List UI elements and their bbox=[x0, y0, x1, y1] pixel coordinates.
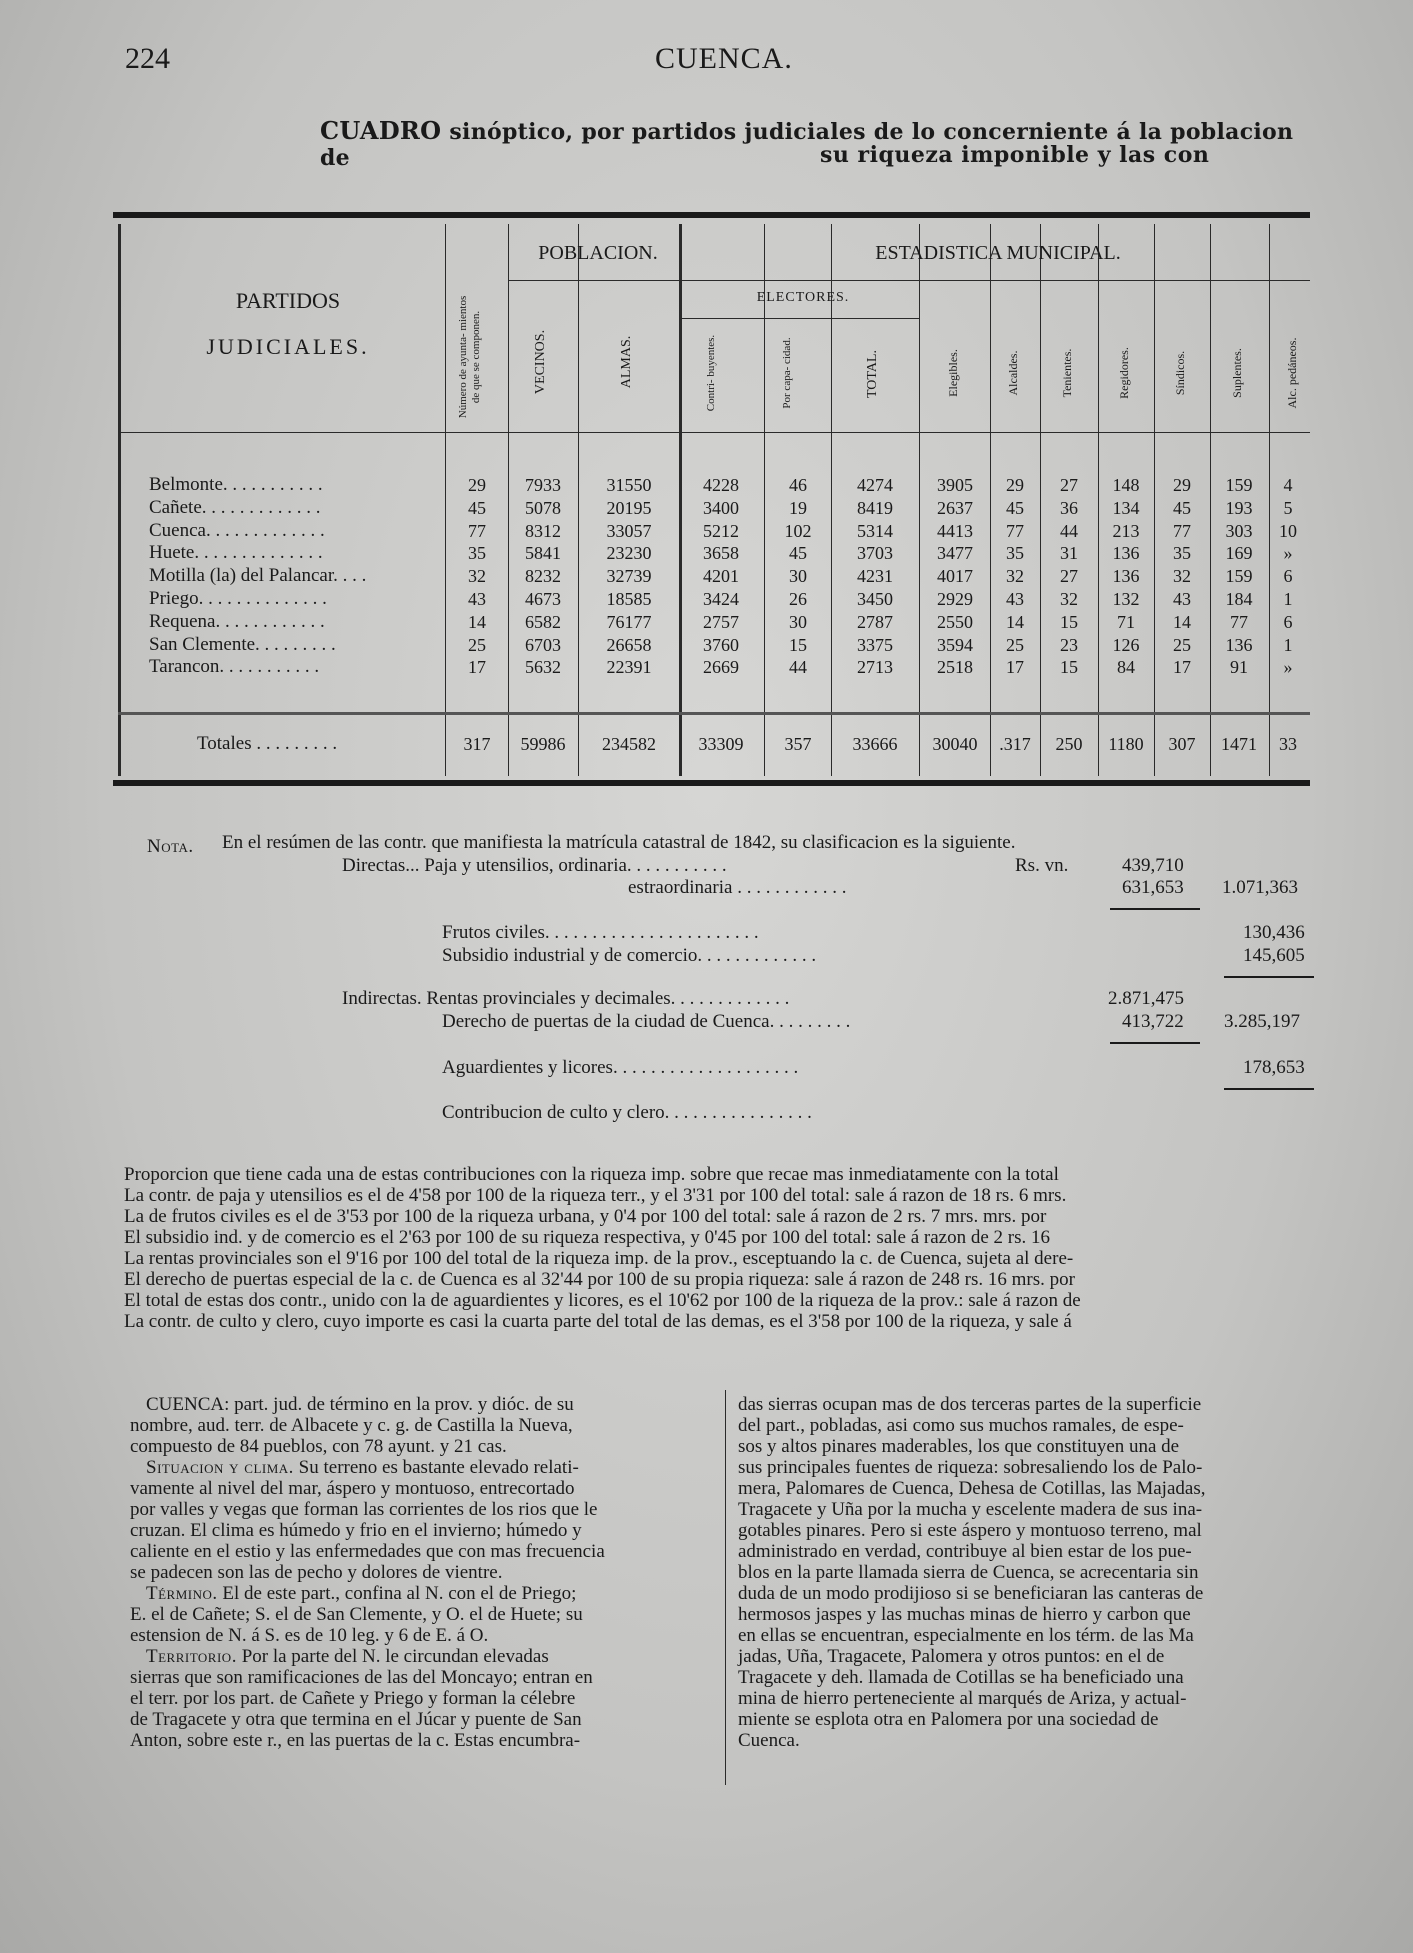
line-text: sierras que son ramificaciones de las del Moncayo; entran en bbox=[130, 1667, 593, 1688]
head-regidores: Regidores. bbox=[1117, 347, 1131, 399]
table-row-cell: 19 bbox=[789, 497, 807, 518]
prop-line: La de frutos civiles es el de 3'53 por 100 de la riqueza urbana, y 0'4 por 100 del total: sale á razon de 2 rs. 7 mrs. mrs. por bbox=[124, 1206, 1047, 1227]
table-row-cell: 20195 bbox=[606, 497, 652, 518]
prop-line: El subsidio ind. y de comercio es el 2'63 por 100 de su riqueza respectiva, y 0'45 por 100 del total: sale á razon de 2 rs. 16 bbox=[124, 1227, 1050, 1248]
nota-estraordinaria-val: 631,653 bbox=[1122, 877, 1184, 898]
table-row-cell: 30 bbox=[789, 611, 807, 632]
table-row-cell: 22391 bbox=[606, 657, 652, 678]
left-column-line bbox=[130, 1500, 715, 1521]
table-row-cell: 35 bbox=[1173, 543, 1191, 564]
table-row-name: San Clemente. . . . . . . . . bbox=[149, 633, 336, 655]
table-row-cell: 25 bbox=[468, 634, 486, 655]
table-row-cell: 4231 bbox=[857, 566, 893, 587]
table-row-cell: 77 bbox=[1006, 520, 1024, 541]
right-column-line: Tragacete y deh. llamada de Cotillas se ha beneficiado una bbox=[738, 1667, 1184, 1688]
line-text: El de este part., confina al N. con el de Priego; bbox=[217, 1583, 577, 1604]
head-capacidad: Por capa- cidad. bbox=[781, 337, 793, 409]
head-num-ayunt: Número de ayunta- mientos de que se componen. bbox=[457, 295, 482, 419]
totals-cell: 307 bbox=[1168, 734, 1196, 754]
table-row-cell: 136 bbox=[1112, 566, 1140, 587]
totals-cell: 33666 bbox=[852, 734, 898, 754]
head-partidos-2: JUDICIALES. bbox=[206, 334, 370, 359]
table-row-cell: 25 bbox=[1173, 634, 1191, 655]
table-row-cell: 31550 bbox=[606, 475, 652, 495]
table-row-cell: 2669 bbox=[703, 657, 739, 678]
nota-subsidio: Subsidio industrial y de comercio. . . . . . . . . . . . . bbox=[442, 945, 817, 966]
table-row-cell: 43 bbox=[468, 589, 486, 609]
line-text: se padecen son las de pecho y dolores de vientre. bbox=[130, 1562, 503, 1583]
table-row-cell: 5212 bbox=[703, 520, 739, 541]
table-row-cell: 29 bbox=[1006, 475, 1024, 495]
totals-cell: 234582 bbox=[602, 734, 656, 754]
line-text: Su terreno es bastante elevado relati- bbox=[293, 1457, 579, 1478]
table-row-cell: 3594 bbox=[937, 634, 973, 655]
totals-cell: 33309 bbox=[698, 734, 744, 754]
totals-cell: 33 bbox=[1279, 734, 1297, 754]
table-row-cell: 8419 bbox=[857, 497, 893, 518]
head-elegibles: Elegibles. bbox=[946, 349, 960, 397]
line-text: E. el de Cañete; S. el de San Clemente, y O. el de Huete; su bbox=[130, 1604, 583, 1625]
right-column-line: Cuenca. bbox=[738, 1730, 800, 1751]
left-column-line bbox=[130, 1647, 715, 1668]
line-text: Por la parte del N. le circundan elevadas bbox=[236, 1646, 549, 1667]
table-row-cell: 4017 bbox=[937, 566, 973, 587]
table-row-cell: 27 bbox=[1060, 566, 1078, 587]
section-heading: Situacion y clima. bbox=[146, 1457, 294, 1478]
table-row-cell: 3703 bbox=[857, 543, 893, 564]
left-column-line bbox=[130, 1416, 715, 1437]
nota-subsidio-val: 145,605 bbox=[1243, 945, 1305, 966]
table-row-cell: 3424 bbox=[703, 589, 739, 609]
table-row-cell: 30 bbox=[789, 566, 807, 587]
table-row-cell: 4274 bbox=[857, 475, 893, 495]
table-row-cell: 5 bbox=[1283, 497, 1293, 518]
table-row-cell: 126 bbox=[1112, 634, 1140, 655]
table-row-cell: 7933 bbox=[525, 475, 561, 495]
head-alc-pedaneos: Alc. pedáneos. bbox=[1285, 337, 1299, 409]
left-column bbox=[130, 1395, 715, 1752]
nota-indirectas: Indirectas. Rentas provinciales y decimales. . . . . . . . . . . . . bbox=[342, 988, 790, 1009]
table-row-name: Tarancon. . . . . . . . . . . bbox=[149, 656, 320, 678]
table-row-cell: 5314 bbox=[857, 520, 893, 541]
table-row-cell: 43 bbox=[1173, 589, 1191, 609]
nota-aguardientes-val: 178,653 bbox=[1243, 1057, 1305, 1078]
section-heading: Término. bbox=[146, 1583, 218, 1604]
table-row-cell: 5078 bbox=[525, 497, 561, 518]
table-row-name: Priego. . . . . . . . . . . . . . bbox=[149, 588, 327, 609]
table-row-cell: 46 bbox=[789, 475, 807, 495]
table-row-cell: 4 bbox=[1283, 475, 1293, 495]
table-row-cell: 25 bbox=[1006, 634, 1024, 655]
table-row-cell: 3658 bbox=[703, 543, 739, 564]
totals-cell: 250 bbox=[1055, 734, 1083, 754]
table-row-cell: 3477 bbox=[937, 543, 973, 564]
table-row-cell: 159 bbox=[1225, 475, 1253, 495]
right-column-line: mera, Palomares de Cuenca, Dehesa de Cotillas, las Majadas, bbox=[738, 1478, 1206, 1499]
table-row-cell: 14 bbox=[468, 611, 486, 632]
table-row-cell: 4413 bbox=[937, 520, 973, 541]
nota-aguardientes: Aguardientes y licores. . . . . . . . . . . . . . . . . . . . bbox=[442, 1057, 799, 1078]
totals-name: Totales . . . . . . . . . bbox=[197, 733, 338, 754]
table-row-name: Cañete. . . . . . . . . . . . . bbox=[149, 496, 321, 518]
table-row-cell: 32 bbox=[1173, 566, 1191, 587]
table-row-cell: 45 bbox=[1173, 497, 1191, 518]
nota-derecho: Derecho de puertas de la ciudad de Cuenca. . . . . . . . . bbox=[442, 1011, 851, 1032]
table-row-cell: 27 bbox=[1060, 475, 1078, 495]
table-row-name: Motilla (la) del Palancar. . . . bbox=[149, 565, 367, 587]
page-header bbox=[125, 42, 1305, 82]
totals-rule bbox=[118, 712, 1310, 715]
line-text: cruzan. El clima es húmedo y frio en el invierno; húmedo y bbox=[130, 1520, 582, 1541]
table-row-cell: 35 bbox=[468, 543, 486, 564]
table-row-cell: 23 bbox=[1060, 634, 1078, 655]
sum-rule bbox=[1224, 1088, 1314, 1090]
line-text: compuesto de 84 pueblos, con 78 ayunt. y 21 cas. bbox=[130, 1436, 507, 1457]
right-column-line: sos y altos pinares maderables, los que constituyen una de bbox=[738, 1436, 1180, 1457]
right-column-line: blos en la parte llamada sierra de Cuenca, se acrecentaria sin bbox=[738, 1562, 1199, 1583]
table-row-cell: » bbox=[1283, 543, 1293, 564]
line-text: el terr. por los part. de Cañete y Priego y forman la célebre bbox=[130, 1688, 576, 1709]
table-row-cell: 3375 bbox=[857, 634, 893, 655]
table-row-cell: 29 bbox=[1173, 475, 1191, 495]
table-row-cell: 2518 bbox=[937, 657, 973, 678]
left-column-line bbox=[130, 1668, 715, 1689]
table-row-cell: 4228 bbox=[703, 475, 739, 495]
table-row-cell: 32739 bbox=[606, 566, 652, 587]
table-row-cell: 15 bbox=[1060, 657, 1078, 678]
prop-line: La contr. de paja y utensilios es el de 4'58 por 100 de la riqueza terr., y el 3'31 por 100 del total: sale á razon de 18 rs. 6 mrs. bbox=[124, 1185, 1067, 1206]
head-partidos-1: PARTIDOS bbox=[235, 288, 341, 313]
prop-line: El total de estas dos contr., unido con la de aguardientes y licores, es el 10'62 por 100 de la riqueza de la prov.: sale á razon de bbox=[124, 1290, 1081, 1311]
nota-culto: Contribucion de culto y clero. . . . . . . . . . . . . . . . bbox=[442, 1102, 812, 1123]
table-row-cell: 2713 bbox=[857, 657, 893, 678]
nota-label: Nota. bbox=[147, 836, 194, 857]
head-poblacion: POBLACION. bbox=[538, 242, 658, 264]
table-row-cell: 102 bbox=[784, 520, 812, 541]
left-column-line bbox=[130, 1521, 715, 1542]
column-separator bbox=[725, 1390, 726, 1785]
table-row-cell: 5841 bbox=[525, 543, 561, 564]
poblacion-brace bbox=[508, 280, 679, 281]
table-row-cell: 15 bbox=[1060, 611, 1078, 632]
nota-estraordinaria: estraordinaria . . . . . . . . . . . . bbox=[628, 877, 847, 898]
left-column-line bbox=[130, 1710, 715, 1731]
sum-rule bbox=[1110, 1042, 1200, 1044]
nota-intro: En el resúmen de las contr. que manifiesta la matrícula catastral de 1842, su clasificacion es la siguiente. bbox=[222, 832, 1016, 853]
table-row-cell: 3450 bbox=[857, 589, 893, 609]
totals-cell: 1180 bbox=[1108, 734, 1144, 754]
table-row-name: Requena. . . . . . . . . . . . bbox=[149, 610, 325, 632]
table-row-cell: 29 bbox=[468, 475, 486, 495]
left-column-line bbox=[130, 1626, 715, 1647]
table-row-cell: » bbox=[1283, 657, 1293, 678]
table-row-cell: 6 bbox=[1283, 566, 1293, 587]
table-row-name: Cuenca. . . . . . . . . . . . . bbox=[149, 519, 325, 541]
table-row-cell: 184 bbox=[1225, 589, 1253, 609]
line-text: vamente al nivel del mar, áspero y montuoso, entrecortado bbox=[130, 1478, 575, 1499]
nota-directas-total: 1.071,363 bbox=[1222, 877, 1298, 898]
table-row-cell: 1 bbox=[1283, 634, 1293, 655]
table-row-cell: 136 bbox=[1112, 543, 1140, 564]
sum-rule bbox=[1110, 908, 1200, 910]
table-row-cell: 32 bbox=[468, 566, 486, 587]
left-column-line bbox=[130, 1584, 715, 1605]
table-row-cell: 2637 bbox=[937, 497, 973, 518]
table-row-cell: 213 bbox=[1112, 520, 1140, 541]
right-column-line: jadas, Uña, Tragacete, Palomera y otros puntos: en el de bbox=[738, 1646, 1165, 1667]
table-row-cell: 91 bbox=[1230, 657, 1248, 678]
table-row-cell: 77 bbox=[1230, 611, 1248, 632]
nota-derecho-val: 413,722 bbox=[1122, 1011, 1184, 1032]
left-column-line bbox=[130, 1458, 715, 1479]
left-column-line bbox=[130, 1605, 715, 1626]
table-row-cell: 10 bbox=[1279, 520, 1297, 541]
table-row-cell: 44 bbox=[1060, 520, 1078, 541]
table-row-cell: 14 bbox=[1006, 611, 1024, 632]
totals-cell: 59986 bbox=[520, 734, 566, 754]
table-row-cell: 35 bbox=[1006, 543, 1024, 564]
nota-indirectas-total: 3.285,197 bbox=[1224, 1011, 1300, 1032]
table-row-cell: 136 bbox=[1225, 634, 1253, 655]
table-row-name: Belmonte. . . . . . . . . . . bbox=[149, 474, 323, 495]
table-row-cell: 303 bbox=[1225, 520, 1253, 541]
table-row-cell: 17 bbox=[468, 657, 486, 678]
table-row-cell: 2929 bbox=[937, 589, 973, 609]
head-vecinos: VECINOS. bbox=[533, 329, 548, 395]
table-row-cell: 32 bbox=[1006, 566, 1024, 587]
left-column-line bbox=[130, 1542, 715, 1563]
head-tenientes: Tenientes. bbox=[1060, 348, 1074, 398]
right-column-line: miente se esplota otra en Palomera por una sociedad de bbox=[738, 1709, 1159, 1730]
head-suplentes: Suplentes. bbox=[1230, 348, 1244, 398]
table-row-cell: 36 bbox=[1060, 497, 1078, 518]
nota-rsvn: Rs. vn. bbox=[1015, 855, 1069, 876]
table-row-cell: 31 bbox=[1060, 543, 1078, 564]
table-bottom-rule bbox=[113, 780, 1310, 786]
page-number: 224 bbox=[125, 42, 170, 75]
right-column-line: hermosos jaspes y las muchas minas de hierro y carbon que bbox=[738, 1604, 1191, 1625]
table-row-cell: 3905 bbox=[937, 475, 973, 495]
table-row-cell: 84 bbox=[1117, 657, 1135, 678]
nota-rentas-val: 2.871,475 bbox=[1108, 988, 1184, 1009]
table-row-cell: 6 bbox=[1283, 611, 1293, 632]
table-row-cell: 169 bbox=[1225, 543, 1253, 564]
left-column-line bbox=[130, 1689, 715, 1710]
line-text: CUENCA: part. jud. de término en la prov. y dióc. de su bbox=[146, 1394, 574, 1415]
prop-line: El derecho de puertas especial de la c. de Cuenca es al 32'44 por 100 de su propia riqueza: sale á razon de 248 rs. 16 mrs. por bbox=[124, 1269, 1075, 1290]
table-row-cell: 8232 bbox=[525, 566, 561, 587]
table-row-cell: 159 bbox=[1225, 566, 1253, 587]
left-column-line bbox=[130, 1563, 715, 1584]
table-row-cell: 77 bbox=[468, 520, 486, 541]
table-row-cell: 3760 bbox=[703, 634, 739, 655]
table-row-cell: 193 bbox=[1225, 497, 1253, 518]
head-contribuyentes: Contri- buyentes. bbox=[705, 334, 717, 412]
right-column bbox=[738, 1395, 1323, 1752]
line-text: nombre, aud. terr. de Albacete y c. g. de Castilla la Nueva, bbox=[130, 1415, 573, 1436]
table-row-cell: 76177 bbox=[606, 611, 652, 632]
table-row-cell: 23230 bbox=[606, 543, 652, 564]
table-row-cell: 77 bbox=[1173, 520, 1191, 541]
table-row-cell: 26 bbox=[789, 589, 807, 609]
right-column-line: sus principales fuentes de riqueza: sobresaliendo los de Palo- bbox=[738, 1457, 1203, 1478]
table-top-rule bbox=[113, 212, 1310, 218]
header-rule bbox=[118, 432, 1310, 433]
totals-cell: 317 bbox=[463, 734, 491, 754]
table-row-cell: 2550 bbox=[937, 611, 973, 632]
left-column-line bbox=[130, 1395, 715, 1416]
line-text: de Tragacete y otra que termina en el Júcar y puente de San bbox=[130, 1709, 582, 1730]
estadistica-brace bbox=[679, 280, 1310, 281]
table-row-cell: 32 bbox=[1060, 589, 1078, 609]
left-column-line bbox=[130, 1731, 715, 1752]
section-heading: Territorio. bbox=[146, 1646, 237, 1667]
sinoptic-table bbox=[113, 212, 1310, 790]
totals-cell: 357 bbox=[784, 734, 812, 754]
table-row-cell: 26658 bbox=[606, 634, 652, 655]
right-column-line: del part., pobladas, asi como sus muchos ramales, de espe- bbox=[738, 1415, 1184, 1436]
table-row-name: Huete. . . . . . . . . . . . . . bbox=[149, 542, 323, 564]
line-text: Anton, sobre este r., en las puertas de la c. Estas encumbra- bbox=[130, 1730, 581, 1751]
table-row-cell: 45 bbox=[468, 497, 486, 518]
totals-cell: 1471 bbox=[1221, 734, 1257, 754]
right-column-line: gotables pinares. Pero si este áspero y montuoso terreno, mal bbox=[738, 1520, 1202, 1541]
right-column-line: administrado en verdad, contribuye al bien estar de los pue- bbox=[738, 1541, 1192, 1562]
table-row-cell: 148 bbox=[1112, 475, 1140, 495]
table-row-cell: 17 bbox=[1006, 657, 1024, 678]
table-row-cell: 5632 bbox=[525, 657, 561, 678]
running-head: CUENCA. bbox=[655, 42, 793, 75]
electores-brace bbox=[679, 318, 919, 319]
right-column-line: Tragacete y Uña por la mucha y escelente madera de sus ina- bbox=[738, 1499, 1203, 1520]
nota-frutos: Frutos civiles. . . . . . . . . . . . . . . . . . . . . . . bbox=[442, 922, 759, 943]
left-column-line bbox=[130, 1437, 715, 1458]
table-row-cell: 71 bbox=[1117, 611, 1135, 632]
table-row-cell: 2787 bbox=[857, 611, 893, 632]
table-row-cell: 14 bbox=[1173, 611, 1191, 632]
head-estadistica: ESTADISTICA MUNICIPAL. bbox=[875, 242, 1121, 264]
line-text: estension de N. á S. es de 10 leg. y 6 de E. á O. bbox=[130, 1625, 489, 1646]
table-border-left bbox=[118, 224, 121, 776]
table-row-cell: 45 bbox=[789, 543, 807, 564]
table-row-cell: 45 bbox=[1006, 497, 1024, 518]
head-alcaldes: Alcaldes. bbox=[1006, 350, 1020, 396]
table-row-cell: 43 bbox=[1006, 589, 1024, 609]
prop-line: La contr. de culto y clero, cuyo importe es casi la cuarta parte del total de las demas, es el 3'58 por 100 de la riqueza, y sale á bbox=[124, 1311, 1072, 1332]
table-row-cell: 44 bbox=[789, 657, 807, 678]
table-row-cell: 18585 bbox=[606, 589, 652, 609]
table-row-cell: 1 bbox=[1283, 589, 1293, 609]
right-column-line: duda de un modo prodijioso si se beneficiaran las canteras de bbox=[738, 1583, 1204, 1604]
table-row-cell: 2757 bbox=[703, 611, 739, 632]
head-sindicos: Síndicos. bbox=[1173, 350, 1187, 396]
nota-directas: Directas... Paja y utensilios, ordinaria. . . . . . . . . . . bbox=[342, 855, 727, 876]
left-column-line bbox=[130, 1479, 715, 1500]
table-row-cell: 132 bbox=[1112, 589, 1140, 609]
table-row-cell: 134 bbox=[1112, 497, 1140, 518]
table-row-cell: 3400 bbox=[703, 497, 739, 518]
right-column-line: mina de hierro perteneciente al marqués de Ariza, y actual- bbox=[738, 1688, 1187, 1709]
prop-line: La rentas provinciales son el 9'16 por 100 del total de la riqueza imp. de la prov., esceptuando la c. de Cuenca, sujeta al dere- bbox=[124, 1248, 1074, 1269]
table-row-cell: 8312 bbox=[525, 520, 561, 541]
prop-line: Proporcion que tiene cada una de estas contribuciones con la riqueza imp. sobre que recae mas inmediatamente con la total bbox=[124, 1164, 1059, 1185]
table-row-cell: 15 bbox=[789, 634, 807, 655]
head-total: TOTAL. bbox=[865, 350, 880, 399]
table-row-cell: 4673 bbox=[525, 589, 561, 609]
title-bold-word: CUADRO bbox=[320, 116, 442, 145]
table-row-cell: 33057 bbox=[606, 520, 652, 541]
table-title-line2: su riqueza imponible y las con bbox=[820, 142, 1210, 168]
table-row-cell: 4201 bbox=[703, 566, 739, 587]
right-column-line: das sierras ocupan mas de dos terceras partes de la superficie bbox=[738, 1394, 1202, 1415]
right-column-line: en ellas se encuentran, especialmente en los térm. de las Ma bbox=[738, 1625, 1194, 1646]
line-text: por valles y vegas que forman las corrientes de los rios que le bbox=[130, 1499, 598, 1520]
line-text: caliente en el estio y las enfermedades que con mas frecuencia bbox=[130, 1541, 605, 1562]
table-row-cell: 6582 bbox=[525, 611, 561, 632]
nota-ordinaria-val: 439,710 bbox=[1122, 855, 1184, 876]
totals-cell: .317 bbox=[999, 734, 1031, 754]
sum-rule bbox=[1224, 976, 1314, 978]
table-row-cell: 17 bbox=[1173, 657, 1191, 678]
totals-cell: 30040 bbox=[932, 734, 978, 754]
nota-frutos-val: 130,436 bbox=[1243, 922, 1305, 943]
proporcion-paragraph bbox=[124, 1165, 1324, 1333]
head-electores: ELECTORES. bbox=[756, 290, 850, 305]
title-rest: sinóptico, por partidos judiciales de lo concerniente á la poblacion de bbox=[320, 119, 1294, 171]
head-almas: ALMAS. bbox=[619, 335, 634, 389]
table-row-cell: 6703 bbox=[525, 634, 561, 655]
